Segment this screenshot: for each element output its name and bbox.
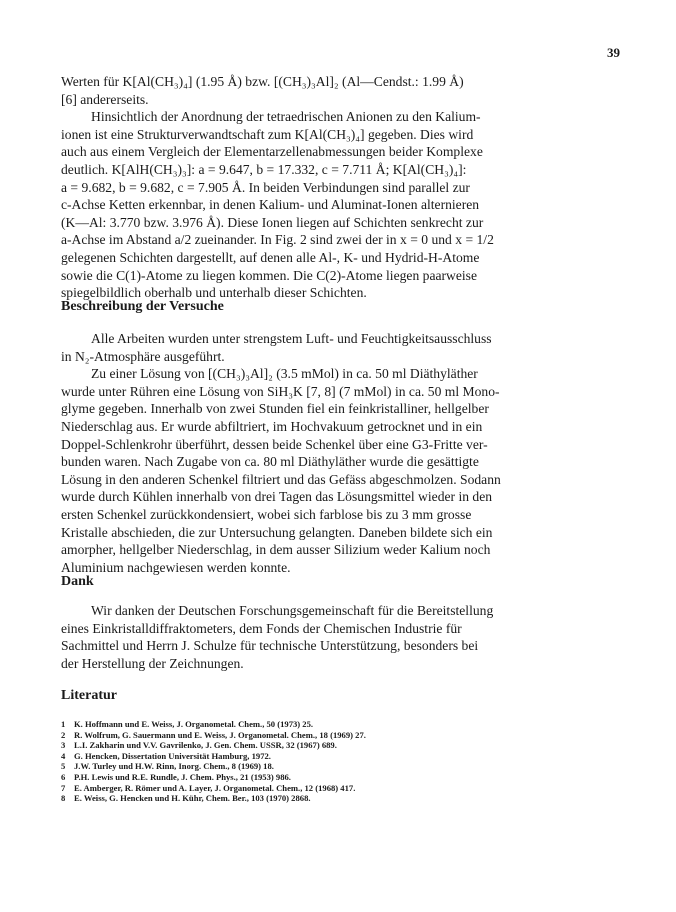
reference-item <box>61 772 621 783</box>
text-line: spiegelbildlich oberhalb und unterhalb dieser Schichten. <box>61 285 367 301</box>
text-line: sowie die C(1)-Atome zu liegen kommen. Die C(2)-Atome liegen paarweise <box>61 267 477 283</box>
text-line: Alle Arbeiten wurden unter strengstem Luft- und Feuchtigkeitsausschluss <box>91 331 492 346</box>
experimental-block <box>61 330 621 576</box>
text-line: bunden waren. Nach Zugabe von ca. 80 ml Diäthyläther wurde die gesättigte <box>61 454 479 470</box>
text-line: eines Einkristalldiffraktometers, dem Fonds der Chemischen Industrie für <box>61 620 462 636</box>
reference-text: R. Wolfrum, G. Sauermann und E. Weiss, J. Organometal. Chem., 18 (1969) 27. <box>74 729 366 740</box>
text-line: Aluminium nachgewiesen werden konnte. <box>61 559 291 575</box>
reference-number: 6 <box>61 771 66 782</box>
text-line: wurde durch Kühlen innerhalb von drei Tagen das Lösungsmittel wieder in den <box>61 489 493 505</box>
text-line: Zu einer Lösung von [(CH₃)₃Al]₂ (3.5 mMol) in ca. 50 ml Diäthyläther <box>91 366 478 382</box>
reference-item <box>61 730 621 741</box>
reference-text: E. Weiss, G. Hencken und H. Kühr, Chem. Ber., 103 (1970) 2868. <box>74 793 311 804</box>
text-line: c-Achse Ketten erkennbar, in denen Kalium- und Aluminat-Ionen alternieren <box>61 197 480 213</box>
reference-text: E. Amberger, R. Römer und A. Layer, J. Organometal. Chem., 12 (1968) 417. <box>74 782 356 793</box>
reference-list <box>61 719 621 804</box>
text-line: (K—Al: 3.770 bzw. 3.976 Å). Diese Ionen liegen auf Schichten senkrecht zur <box>61 214 484 230</box>
text-line: wurde unter Rühren eine Lösung von SiH₃K [7, 8] (7 mMol) in ca. 50 ml Mono- <box>61 383 500 399</box>
text-line: Werten für K[Al(CH₃)₄] (1.95 Å) bzw. [(CH₃)₃Al]₂ (Al—Cendst.: 1.99 Å) <box>61 74 464 89</box>
text-line: der Herstellung der Zeichnungen. <box>61 655 244 671</box>
section-heading-versuche: Beschreibung der Versuche <box>61 299 224 314</box>
text-line: in N₂-Atmosphäre ausgeführt. <box>61 348 225 364</box>
reference-number: 3 <box>61 740 66 751</box>
reference-text: P.H. Lewis und R.E. Rundle, J. Chem. Phys., 21 (1953) 986. <box>74 771 291 782</box>
text-line: ersten Schenkel zurückkondensiert, wobei sich farblose bis zu 3 mm grosse <box>61 506 472 522</box>
text-line: [6] andererseits. <box>61 91 149 107</box>
reference-item <box>61 761 621 772</box>
text-line: Hinsichtlich der Anordnung der tetraedrischen Anionen zu den Kalium- <box>91 109 481 125</box>
text-line: Doppel-Schlenkrohr überführt, dessen beide Schenkel über eine G3-Fritte ver- <box>61 436 488 452</box>
reference-text: L.I. Zakharin und V.V. Gavrilenko, J. Gen. Chem. USSR, 32 (1967) 689. <box>74 740 337 751</box>
reference-item <box>61 783 621 794</box>
reference-number: 7 <box>61 782 66 793</box>
text-line: Sachmittel und Herrn J. Schulze für technische Unterstützung, besonders bei <box>61 638 479 654</box>
text-line: ionen ist eine Strukturverwandtschaft zum K[Al(CH₃)₄] gegeben. Dies wird <box>61 126 474 142</box>
section-heading-dank: Dank <box>61 574 94 589</box>
text-line: auch aus einem Vergleich der Elementarzellenabmessungen beider Komplexe <box>61 144 483 160</box>
text-line: gelegenen Schichten dargestellt, auf denen alle Al-, K- und Hydrid-H-Atome <box>61 249 480 265</box>
reference-item <box>61 793 621 804</box>
text-line: glyme gegeben. Innerhalb von zwei Stunden fiel ein feinkristalliner, hellgelber <box>61 401 489 417</box>
reference-number: 8 <box>61 793 66 804</box>
reference-item <box>61 751 621 762</box>
section-heading-literatur: Literatur <box>61 688 117 703</box>
structure-discussion-block <box>61 73 621 302</box>
text-line: a = 9.682, b = 9.682, c = 7.905 Å. In beiden Verbindungen sind parallel zur <box>61 179 470 195</box>
reference-number: 1 <box>61 719 66 729</box>
text-line: amorpher, hellgelber Niederschlag, in dem ausser Silizium weder Kalium noch <box>61 542 491 558</box>
reference-number: 5 <box>61 761 66 772</box>
text-line: Wir danken der Deutschen Forschungsgemeinschaft für die Bereitstellung <box>91 603 494 618</box>
text-line: a-Achse im Abstand a/2 zueinander. In Fig. 2 sind zwei der in x = 0 und x = 1/2 <box>61 232 494 248</box>
text-line: deutlich. K[AlH(CH₃)₃]: a = 9.647, b = 17.332, c = 7.711 Å; K[Al(CH₃)₄]: <box>61 161 467 177</box>
page-number: 39 <box>607 45 620 60</box>
reference-number: 2 <box>61 729 66 740</box>
reference-text: J.W. Turley und H.W. Rinn, Inorg. Chem., 8 (1969) 18. <box>74 761 274 772</box>
reference-text: K. Hoffmann und E. Weiss, J. Organometal. Chem., 50 (1973) 25. <box>74 719 314 729</box>
text-line: Kristalle abschieden, die zur Untersuchung gelangten. Daneben bildete sich ein <box>61 524 493 540</box>
reference-item <box>61 740 621 751</box>
reference-item <box>61 719 621 730</box>
reference-text: G. Hencken, Dissertation Universität Hamburg, 1972. <box>74 750 271 761</box>
acknowledgement-block <box>61 602 621 672</box>
text-line: Niederschlag aus. Er wurde abfiltriert, im Hochvakuum getrocknet und in ein <box>61 418 483 434</box>
reference-number: 4 <box>61 750 66 761</box>
text-line: Lösung in den anderen Schenkel filtriert und das Gefäss abgeschmolzen. Sodann <box>61 471 501 487</box>
